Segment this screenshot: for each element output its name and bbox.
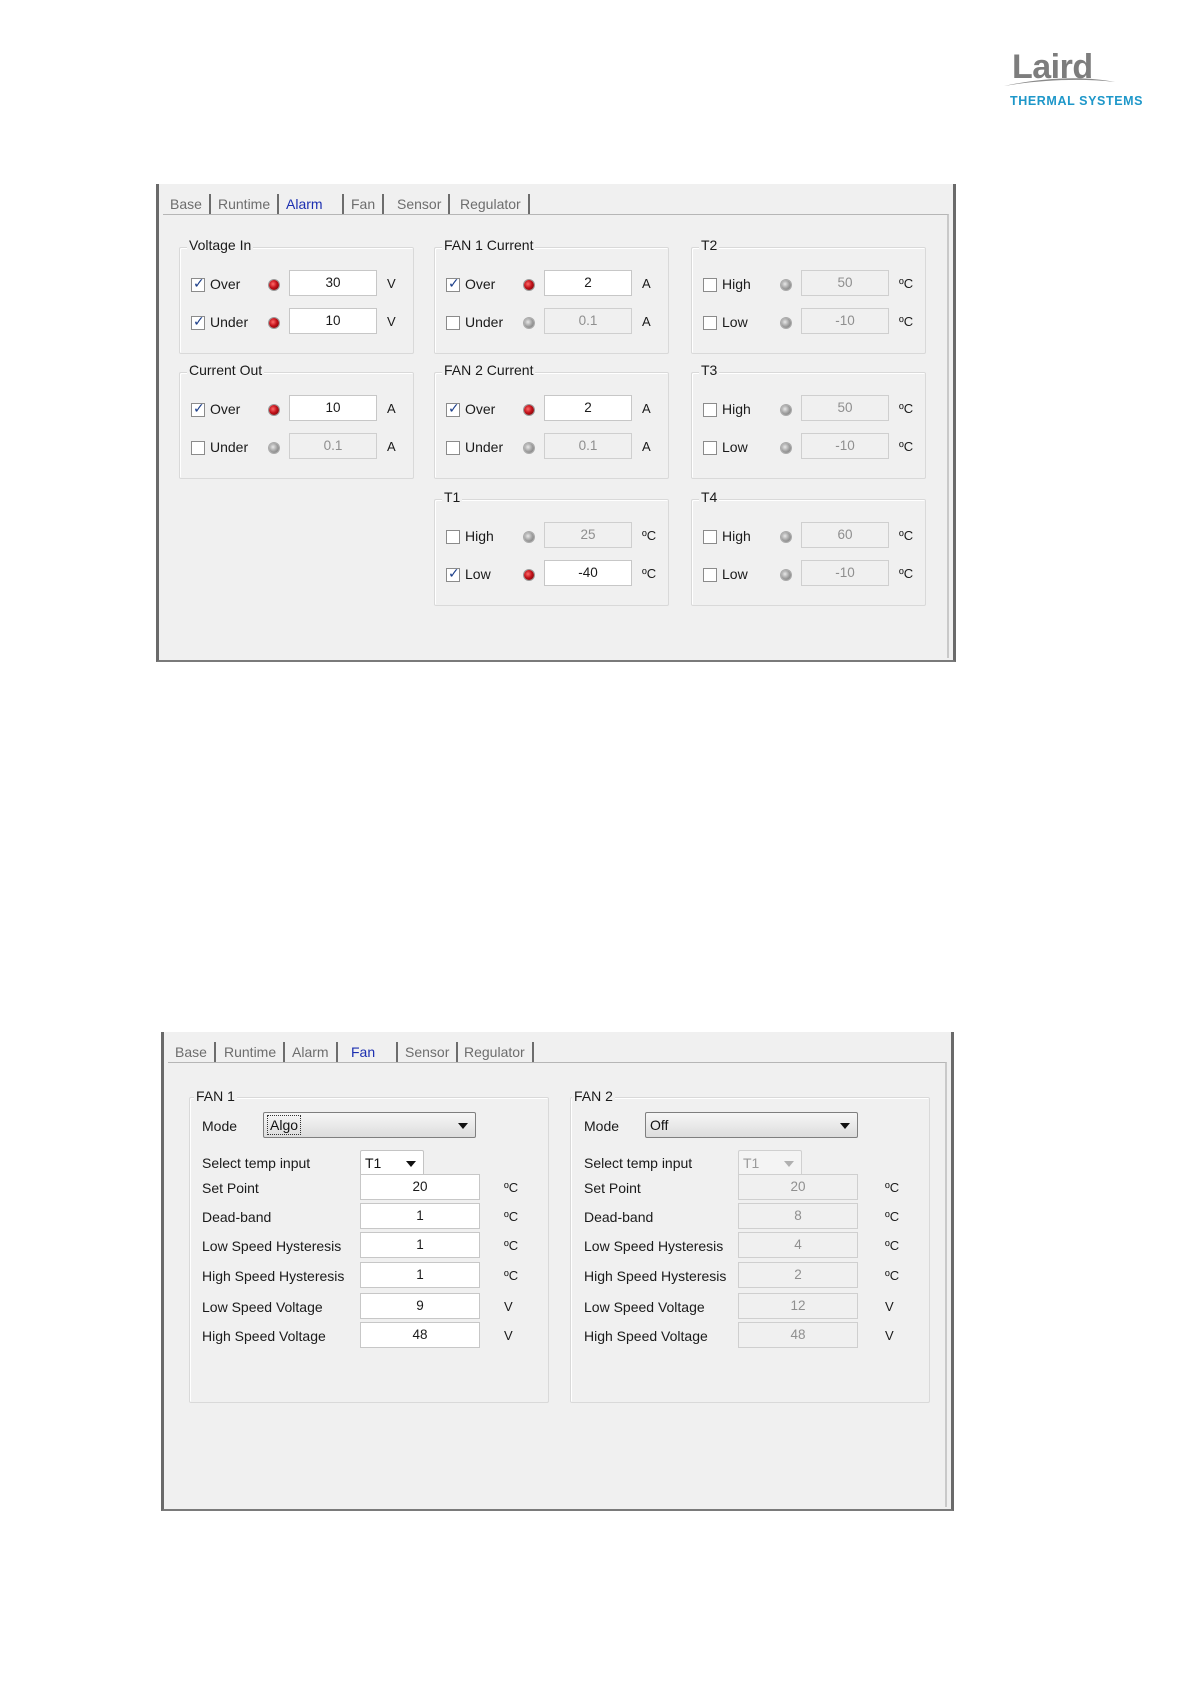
- tab-fan[interactable]: Fan: [342, 194, 384, 214]
- voltage-in-under-label: Under: [210, 314, 249, 330]
- fan2-current-under-checkbox[interactable]: [446, 441, 460, 455]
- fan2-mode-select[interactable]: [645, 1112, 858, 1138]
- t1-high-threshold-input[interactable]: 25: [544, 522, 632, 548]
- t3-high-label: High: [722, 401, 751, 417]
- fan1-temp-input-label: Select temp input: [202, 1155, 311, 1171]
- t4-high-checkbox[interactable]: [703, 530, 717, 544]
- fan1-mode-label: Mode: [202, 1118, 238, 1134]
- fan1-high-speed-voltage-label: High Speed Voltage: [202, 1328, 326, 1344]
- fan1-set-point-unit: ºC: [504, 1180, 519, 1195]
- t2-high-checkbox[interactable]: [703, 278, 717, 292]
- current-out-over-threshold-input[interactable]: 10: [289, 395, 377, 421]
- t1-low-label: Low: [465, 566, 491, 582]
- fan2-dead-band-input[interactable]: 8: [738, 1203, 858, 1229]
- fan2-dead-band-label: Dead-band: [584, 1209, 654, 1225]
- fan1-current-over-threshold-input[interactable]: 2: [544, 270, 632, 296]
- fan2-current-over-checkbox[interactable]: [446, 403, 460, 417]
- current-out-group: [179, 372, 414, 479]
- voltage-in-under-unit: V: [387, 314, 396, 329]
- fan2-low-speed-voltage-input[interactable]: 12: [738, 1293, 858, 1319]
- fan1-dead-band-input[interactable]: 1: [360, 1203, 480, 1229]
- fan1-low-speed-hysteresis-unit: ºC: [504, 1238, 519, 1253]
- fan1-set-point-input[interactable]: 20: [360, 1174, 480, 1200]
- tab-fan[interactable]: Fan: [351, 1044, 376, 1060]
- t3-group: [691, 372, 926, 479]
- fan1-current-under-threshold-input[interactable]: 0.1: [544, 308, 632, 334]
- fan1-low-speed-voltage-input[interactable]: 9: [360, 1293, 480, 1319]
- fan2-current-over-threshold-input[interactable]: 2: [544, 395, 632, 421]
- t2-high-threshold-input[interactable]: 50: [801, 270, 889, 296]
- fan1-current-under-status-led-icon: [524, 318, 534, 328]
- t2-group: [691, 247, 926, 354]
- t1-high-status-led-icon: [524, 532, 534, 542]
- fan1-current-under-label: Under: [465, 314, 504, 330]
- t4-high-unit: ºC: [899, 528, 914, 543]
- fan1-title: FAN 1: [196, 1088, 235, 1104]
- tab-runtime[interactable]: Runtime: [211, 194, 279, 214]
- t4-high-status-led-icon: [781, 532, 791, 542]
- fan1-dead-band-label: Dead-band: [202, 1209, 272, 1225]
- logo-swoosh-icon: [1000, 70, 1120, 92]
- logo-wordmark: Laird: [1012, 48, 1093, 86]
- current-out-title: Current Out: [189, 362, 263, 378]
- fan2-mode-label: Mode: [584, 1118, 620, 1134]
- fan2-high-speed-voltage-label: High Speed Voltage: [584, 1328, 708, 1344]
- fan2-low-speed-voltage-unit: V: [885, 1299, 894, 1314]
- fan1-low-speed-voltage-unit: V: [504, 1299, 513, 1314]
- t4-low-status-led-icon: [781, 570, 791, 580]
- fan2-high-speed-voltage-unit: V: [885, 1328, 894, 1343]
- t3-high-status-led-icon: [781, 405, 791, 415]
- fan1-current-group: [434, 247, 669, 354]
- voltage-in-over-label: Over: [210, 276, 241, 292]
- t4-low-threshold-input[interactable]: -10: [801, 560, 889, 586]
- fan2-set-point-label: Set Point: [584, 1180, 641, 1196]
- t3-low-unit: ºC: [899, 439, 914, 454]
- fan1-low-speed-voltage-label: Low Speed Voltage: [202, 1299, 323, 1315]
- fan2-high-speed-hysteresis-input[interactable]: 2: [738, 1262, 858, 1288]
- fan2-current-under-unit: A: [642, 439, 651, 454]
- t3-high-checkbox[interactable]: [703, 403, 717, 417]
- t2-title: T2: [701, 237, 718, 253]
- t1-title: T1: [444, 489, 461, 505]
- t4-low-checkbox[interactable]: [703, 568, 717, 582]
- fan2-set-point-input[interactable]: 20: [738, 1174, 858, 1200]
- current-out-under-label: Under: [210, 439, 249, 455]
- tab-sensor[interactable]: Sensor: [390, 194, 450, 214]
- fan2-current-over-unit: A: [642, 401, 651, 416]
- fan2-title: FAN 2: [574, 1088, 613, 1104]
- t2-low-threshold-input[interactable]: -10: [801, 308, 889, 334]
- fan1-high-speed-hysteresis-unit: ºC: [504, 1268, 519, 1283]
- t4-high-label: High: [722, 528, 751, 544]
- t1-low-threshold-input[interactable]: -40: [544, 560, 632, 586]
- fan1-temp-input-value: T1: [365, 1155, 382, 1171]
- t2-high-label: High: [722, 276, 751, 292]
- fan2-current-under-threshold-input[interactable]: 0.1: [544, 433, 632, 459]
- tab-alarm[interactable]: Alarm: [285, 1042, 338, 1062]
- fan2-high-speed-voltage-input[interactable]: 48: [738, 1322, 858, 1348]
- fan2-dead-band-unit: ºC: [885, 1209, 900, 1224]
- fan2-current-over-status-led-icon: [524, 405, 534, 415]
- t3-low-threshold-input[interactable]: -10: [801, 433, 889, 459]
- fan2-low-speed-hysteresis-input[interactable]: 4: [738, 1232, 858, 1258]
- fan1-current-under-unit: A: [642, 314, 651, 329]
- fan2-high-speed-hysteresis-label: High Speed Hysteresis: [584, 1268, 727, 1284]
- fan2-current-under-label: Under: [465, 439, 504, 455]
- fan2-current-under-status-led-icon: [524, 443, 534, 453]
- voltage-in-under-status-led-icon: [269, 318, 279, 328]
- fan2-high-speed-hysteresis-unit: ºC: [885, 1268, 900, 1283]
- t2-high-unit: ºC: [899, 276, 914, 291]
- tab-base[interactable]: Base: [168, 1042, 216, 1062]
- voltage-in-title: Voltage In: [189, 237, 252, 253]
- alarm-settings-window: [156, 184, 956, 662]
- fan2-temp-input-value: T1: [743, 1155, 760, 1171]
- t3-low-label: Low: [722, 439, 748, 455]
- tab-alarm[interactable]: Alarm: [286, 196, 323, 212]
- fan1-current-under-checkbox[interactable]: [446, 316, 460, 330]
- tab-base[interactable]: Base: [163, 194, 211, 214]
- logo-tagline: THERMAL SYSTEMS: [1010, 94, 1144, 108]
- tab-runtime[interactable]: Runtime: [217, 1042, 285, 1062]
- chevron-down-icon: [784, 1161, 794, 1167]
- current-out-under-unit: A: [387, 439, 396, 454]
- fan1-current-over-unit: A: [642, 276, 651, 291]
- fan1-low-speed-hysteresis-input[interactable]: 1: [360, 1232, 480, 1258]
- fan1-mode-value: Algo: [270, 1117, 299, 1133]
- t3-high-threshold-input[interactable]: 50: [801, 395, 889, 421]
- fan1-high-speed-hysteresis-label: High Speed Hysteresis: [202, 1268, 345, 1284]
- tab-strip: [159, 184, 953, 214]
- voltage-in-over-status-led-icon: [269, 280, 279, 290]
- chevron-down-icon: [840, 1123, 850, 1129]
- fan1-dead-band-unit: ºC: [504, 1209, 519, 1224]
- voltage-in-over-checkbox[interactable]: [191, 278, 205, 292]
- fan2-set-point-unit: ºC: [885, 1180, 900, 1195]
- fan1-current-over-label: Over: [465, 276, 496, 292]
- t1-low-status-led-icon: [524, 570, 534, 580]
- voltage-in-group: [179, 247, 414, 354]
- current-out-over-unit: A: [387, 401, 396, 416]
- voltage-in-under-checkbox[interactable]: [191, 316, 205, 330]
- t3-high-unit: ºC: [899, 401, 914, 416]
- fan1-set-point-label: Set Point: [202, 1180, 259, 1196]
- tab-regulator[interactable]: Regulator: [457, 1042, 534, 1062]
- fan1-current-title: FAN 1 Current: [444, 237, 534, 253]
- fan2-current-over-label: Over: [465, 401, 496, 417]
- current-out-over-checkbox[interactable]: [191, 403, 205, 417]
- fan1-temp-input-select[interactable]: [360, 1150, 424, 1176]
- t4-group: [691, 499, 926, 606]
- fan1-current-over-checkbox[interactable]: [446, 278, 460, 292]
- current-out-over-label: Over: [210, 401, 241, 417]
- fan2-low-speed-hysteresis-unit: ºC: [885, 1238, 900, 1253]
- fan1-current-over-status-led-icon: [524, 280, 534, 290]
- laird-logo: [1000, 48, 1150, 118]
- voltage-in-under-threshold-input[interactable]: 10: [289, 308, 377, 334]
- t4-low-label: Low: [722, 566, 748, 582]
- t2-high-status-led-icon: [781, 280, 791, 290]
- t1-high-unit: ºC: [642, 528, 657, 543]
- t1-group: [434, 499, 669, 606]
- fan1-high-speed-voltage-input[interactable]: 48: [360, 1322, 480, 1348]
- voltage-in-over-threshold-input[interactable]: 30: [289, 270, 377, 296]
- t4-title: T4: [701, 489, 718, 505]
- fan2-current-group: [434, 372, 669, 479]
- fan2-current-title: FAN 2 Current: [444, 362, 534, 378]
- current-out-under-status-led-icon: [269, 443, 279, 453]
- fan1-high-speed-hysteresis-input[interactable]: 1: [360, 1262, 480, 1288]
- t4-high-threshold-input[interactable]: 60: [801, 522, 889, 548]
- t3-title: T3: [701, 362, 718, 378]
- tab-strip: [164, 1032, 951, 1062]
- t1-high-checkbox[interactable]: [446, 530, 460, 544]
- t2-low-unit: ºC: [899, 314, 914, 329]
- fan2-temp-input-select[interactable]: [738, 1150, 802, 1176]
- fan2-temp-input-label: Select temp input: [584, 1155, 693, 1171]
- fan1-high-speed-voltage-unit: V: [504, 1328, 513, 1343]
- current-out-under-checkbox[interactable]: [191, 441, 205, 455]
- fan2-mode-value: Off: [650, 1117, 669, 1133]
- chevron-down-icon: [406, 1161, 416, 1167]
- t4-low-unit: ºC: [899, 566, 914, 581]
- chevron-down-icon: [458, 1123, 468, 1129]
- t2-low-status-led-icon: [781, 318, 791, 328]
- fan2-low-speed-voltage-label: Low Speed Voltage: [584, 1299, 705, 1315]
- fan2-low-speed-hysteresis-label: Low Speed Hysteresis: [584, 1238, 724, 1254]
- t1-low-checkbox[interactable]: [446, 568, 460, 582]
- t1-high-label: High: [465, 528, 494, 544]
- t2-low-checkbox[interactable]: [703, 316, 717, 330]
- tab-sensor[interactable]: Sensor: [396, 1042, 458, 1062]
- t1-low-unit: ºC: [642, 566, 657, 581]
- voltage-in-over-unit: V: [387, 276, 396, 291]
- fan1-mode-select[interactable]: [263, 1112, 476, 1138]
- fan1-low-speed-hysteresis-label: Low Speed Hysteresis: [202, 1238, 342, 1254]
- fan-settings-window: [161, 1032, 954, 1511]
- t3-low-checkbox[interactable]: [703, 441, 717, 455]
- current-out-over-status-led-icon: [269, 405, 279, 415]
- t2-low-label: Low: [722, 314, 748, 330]
- current-out-under-threshold-input[interactable]: 0.1: [289, 433, 377, 459]
- tab-regulator[interactable]: Regulator: [453, 194, 530, 214]
- t3-low-status-led-icon: [781, 443, 791, 453]
